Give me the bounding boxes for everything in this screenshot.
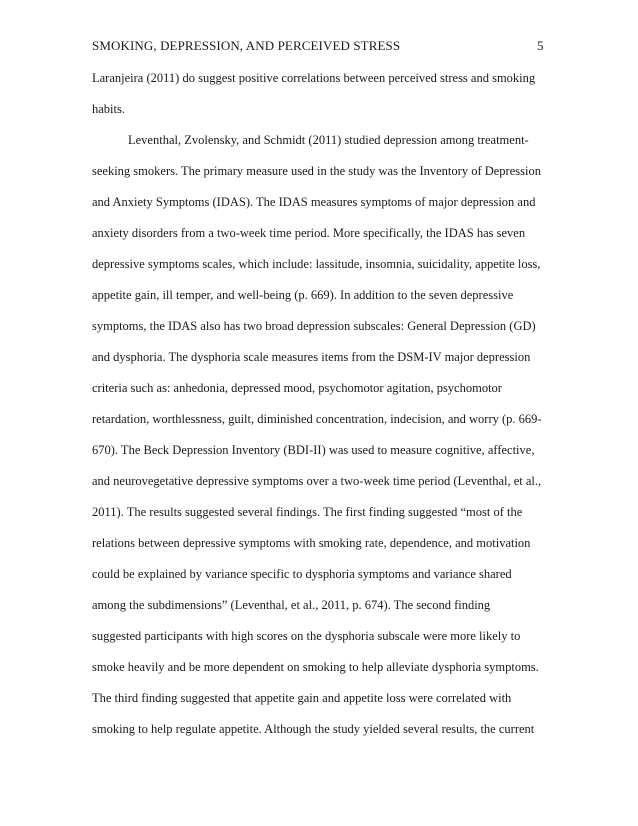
text-line: Laranjeira (2011) do suggest positive correlations between perceived stress and smoking [92, 71, 536, 85]
text-line: criteria such as: anhedonia, depressed mood, psychomotor agitation, psychomotor [92, 381, 502, 395]
text-line: and dysphoria. The dysphoria scale measures items from the DSM-IV major depression [92, 350, 531, 364]
text-line: The third finding suggested that appetite gain and appetite loss were correlated with [92, 691, 512, 705]
text-line: anxiety disorders from a two-week time period. More specifically, the IDAS has seven [92, 226, 526, 240]
text-line: smoke heavily and be more dependent on smoking to help alleviate dysphoria symptoms. [92, 660, 539, 674]
text-line: depressive symptoms scales, which include: lassitude, insomnia, suicidality, appetite loss, [92, 257, 541, 271]
text-line: among the subdimensions” (Leventhal, et al., 2011, p. 674). The second finding [92, 598, 491, 612]
running-head: SMOKING, DEPRESSION, AND PERCEIVED STRESS [92, 38, 401, 53]
text-line: seeking smokers. The primary measure used in the study was the Inventory of Depression [92, 164, 541, 178]
text-line: could be explained by variance specific to dysphoria symptoms and variance shared [92, 567, 512, 581]
paragraph-first-line: Leventhal, Zvolensky, and Schmidt (2011) studied depression among treatment- [128, 133, 529, 147]
text-line: smoking to help regulate appetite. Although the study yielded several results, the current [92, 722, 535, 736]
text-line: suggested participants with high scores on the dysphoria subscale were more likely to [92, 629, 521, 643]
text-line: retardation, worthlessness, guilt, diminished concentration, indecision, and worry (p. 669- [92, 412, 542, 426]
text-line: habits. [92, 102, 125, 116]
text-line: 2011). The results suggested several findings. The first finding suggested “most of the [92, 505, 523, 519]
page-number: 5 [537, 38, 544, 53]
text-line: symptoms, the IDAS also has two broad depression subscales: General Depression (GD) [92, 319, 536, 333]
text-line: and Anxiety Symptoms (IDAS). The IDAS measures symptoms of major depression and [92, 195, 536, 209]
text-line: and neurovegetative depressive symptoms over a two-week time period (Leventhal, et al., [92, 474, 542, 488]
text-line: 670). The Beck Depression Inventory (BDI-II) was used to measure cognitive, affective, [92, 443, 535, 457]
text-line: relations between depressive symptoms with smoking rate, dependence, and motivation [92, 536, 531, 550]
body-text [92, 70, 552, 752]
text-line: appetite gain, ill temper, and well-being (p. 669). In addition to the seven depressive [92, 288, 514, 302]
